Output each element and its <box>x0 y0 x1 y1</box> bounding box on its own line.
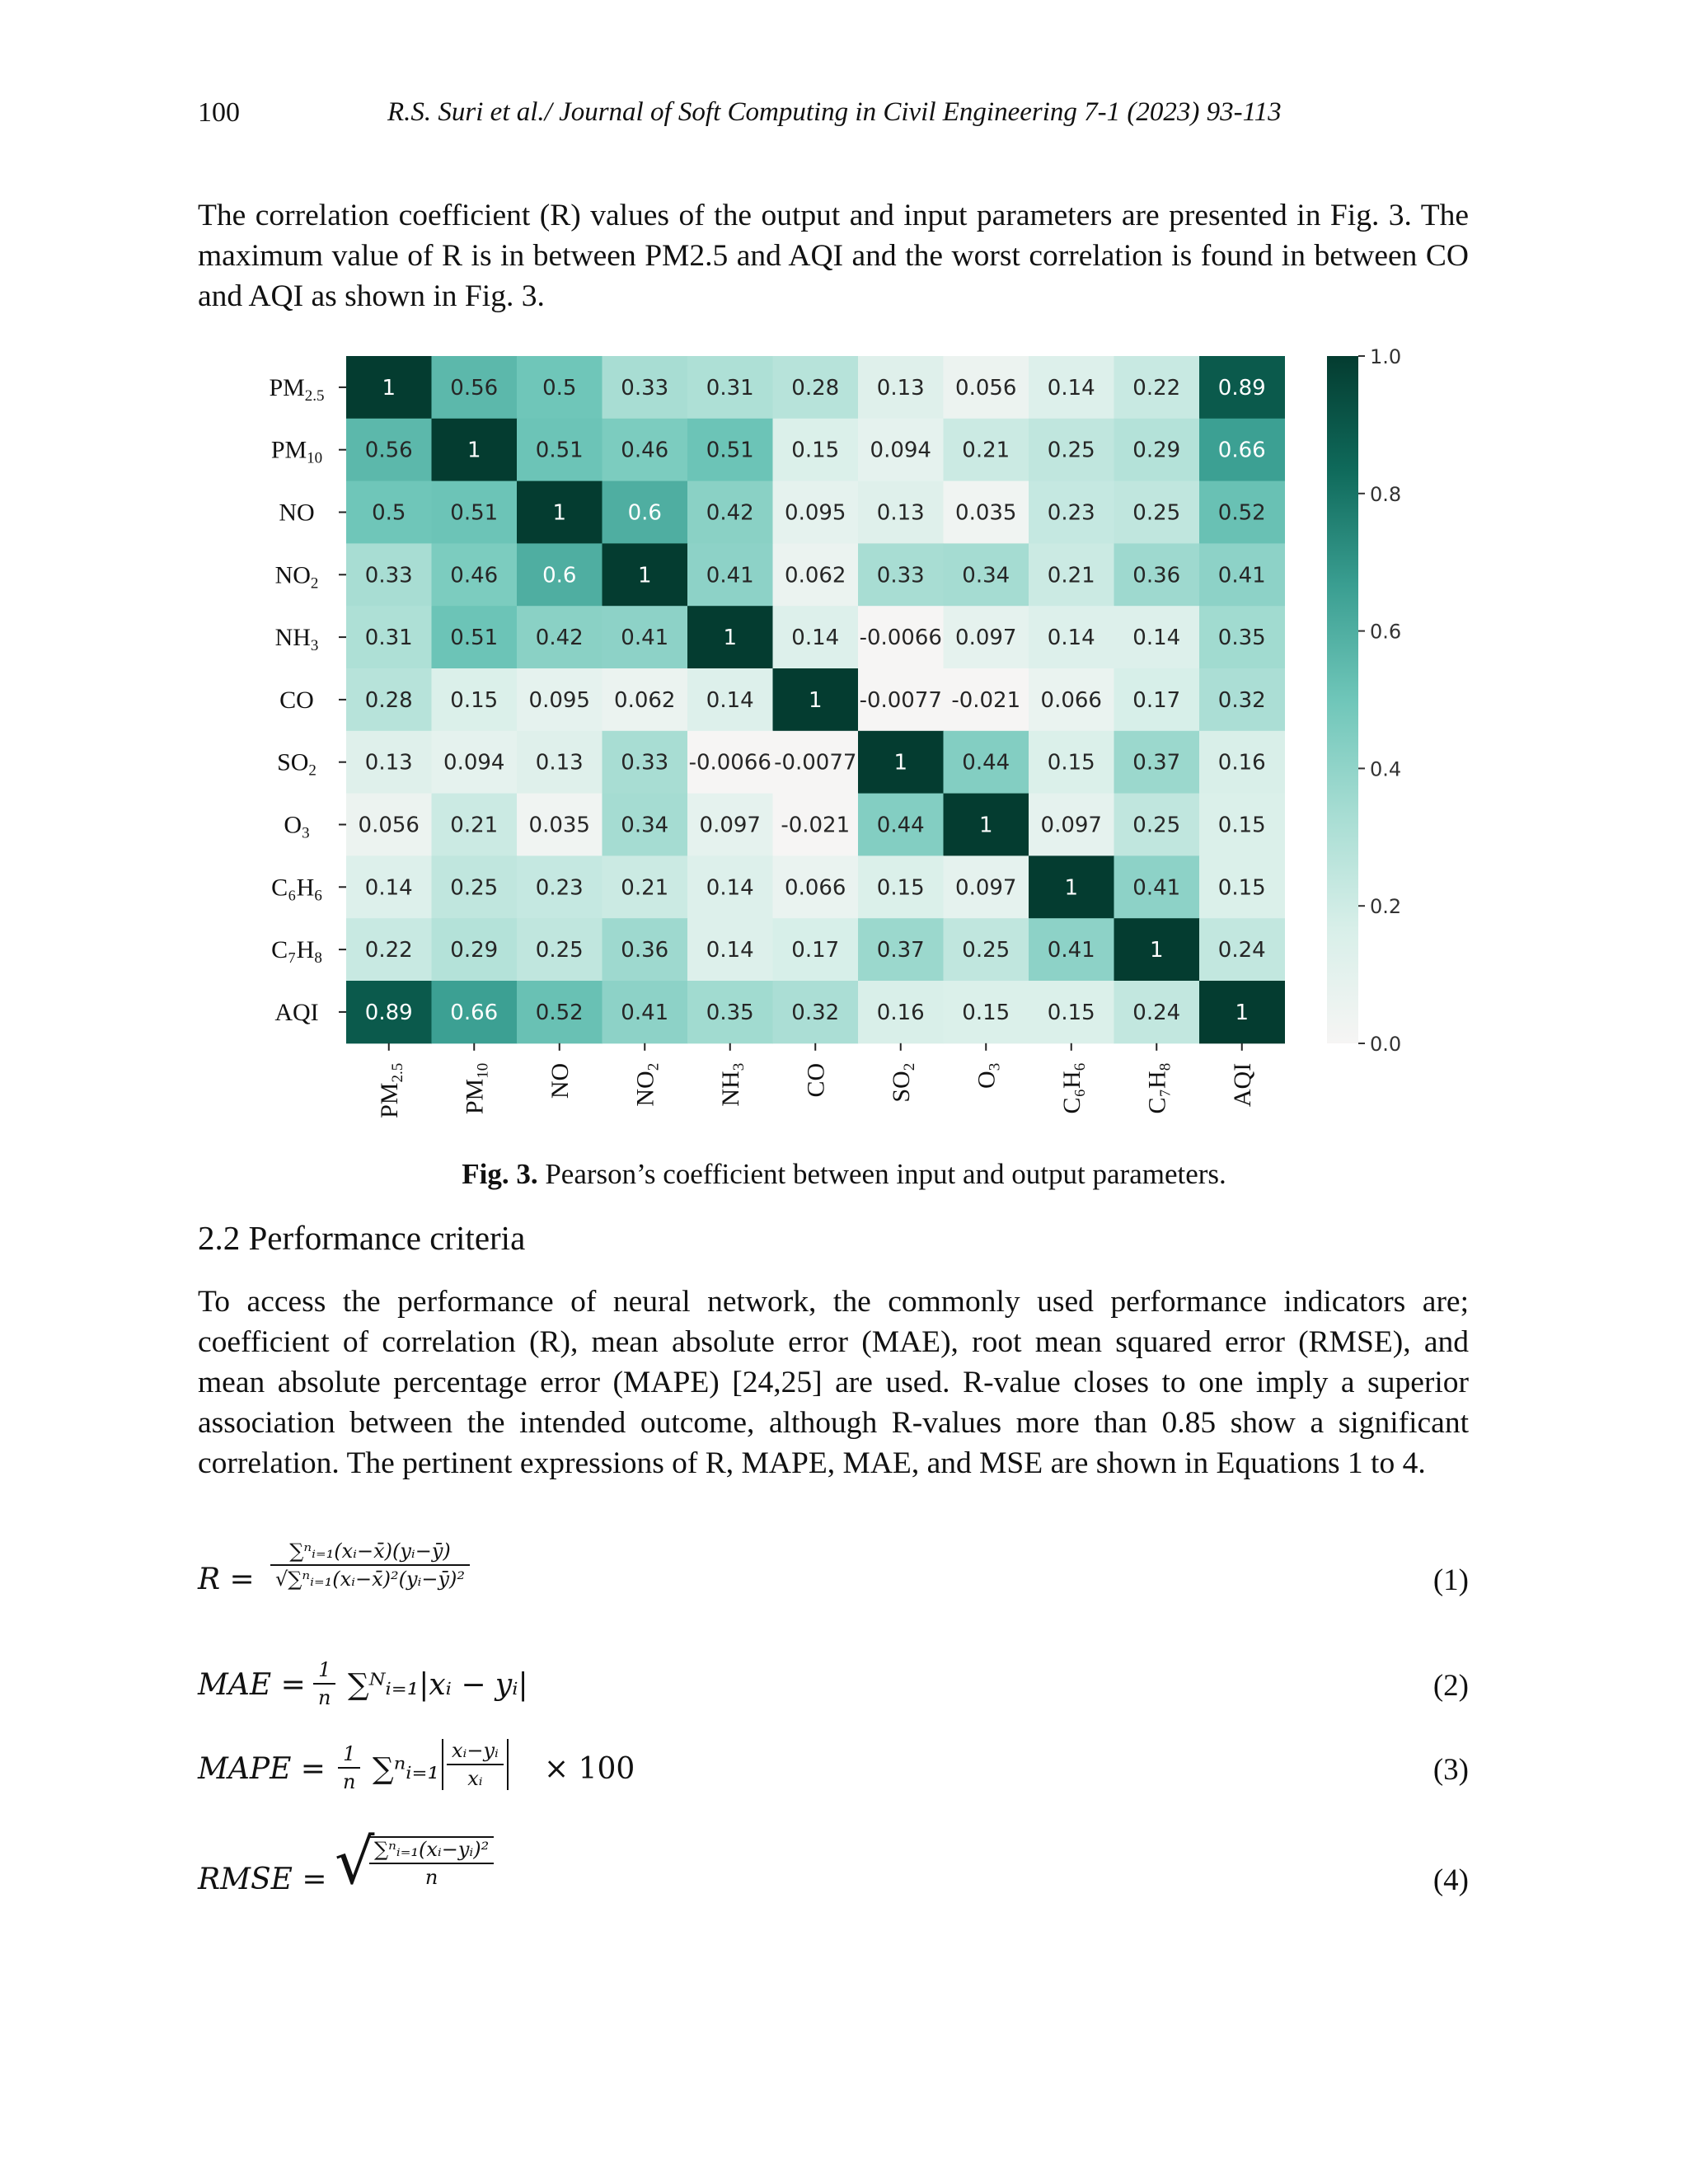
equation-3-frac-den: n <box>343 1770 356 1793</box>
equation-2-body: ∑ᴺᵢ₌₁|xᵢ − yᵢ| <box>348 1668 528 1702</box>
heatmap-cell-label: 0.37 <box>876 938 925 963</box>
heatmap-cell-label: 0.52 <box>1217 500 1266 526</box>
heatmap-cell-label: 0.25 <box>1132 500 1181 526</box>
x-axis-label: $PM_{2.5}$ <box>375 1062 406 1118</box>
heatmap-cell-label: 1 <box>1064 875 1079 901</box>
heatmap-cell-label: 0.21 <box>1047 563 1095 588</box>
heatmap-cell-label: -0.021 <box>781 813 851 838</box>
equation-1-number: (1) <box>1432 1563 1469 1597</box>
heatmap-cell-label: 0.33 <box>621 750 669 776</box>
heatmap-cell-label: 0.15 <box>1217 813 1266 838</box>
colorbar-tick-label: 0.4 <box>1370 757 1402 781</box>
equation-4-denominator: n <box>424 1866 438 1889</box>
equation-2-number: (2) <box>1432 1669 1469 1703</box>
equation-4 <box>198 1825 1469 1919</box>
heatmap-cell-label: 0.13 <box>364 750 413 776</box>
y-axis-label: CO <box>279 686 314 714</box>
equation-3-sum: ∑ⁿᵢ₌₁ <box>373 1752 439 1786</box>
heatmap-cell-label: 0.056 <box>955 375 1017 401</box>
heatmap-cell-label: 0.23 <box>1047 500 1095 526</box>
equation-4-numerator: ∑ⁿᵢ₌₁(xᵢ−yᵢ)² <box>369 1838 494 1864</box>
equation-2 <box>198 1657 1469 1747</box>
heatmap-cell-label: 0.42 <box>535 626 584 651</box>
heatmap-cell-label: 0.31 <box>364 626 413 651</box>
correlation-heatmap <box>198 342 1484 1154</box>
colorbar <box>1327 356 1358 1043</box>
equation-1-lhs: R = <box>198 1563 255 1596</box>
heatmap-cell-label: 0.25 <box>450 875 499 901</box>
heatmap-cell-label: 0.16 <box>876 1000 925 1025</box>
heatmap-cell-label: 0.062 <box>614 687 676 713</box>
equation-3-tail: × 100 <box>544 1752 635 1786</box>
heatmap-cell-label: 0.21 <box>450 813 499 838</box>
heatmap-cell-label: 0.14 <box>791 626 840 651</box>
y-axis-label: $NH_3$ <box>274 624 319 655</box>
equation-3-number: (3) <box>1432 1753 1469 1787</box>
heatmap-cell-label: 0.89 <box>364 1000 413 1025</box>
heatmap-cell-label: 0.46 <box>621 438 669 463</box>
heatmap-cell-label: 0.16 <box>1217 750 1266 776</box>
heatmap-cell-label: 0.062 <box>785 563 846 588</box>
heatmap-cell-label: 0.094 <box>443 750 505 776</box>
x-axis-label: $O_3$ <box>973 1062 1004 1089</box>
heatmap-cell-label: 1 <box>1235 1000 1250 1025</box>
heatmap-cell-label: 0.14 <box>1132 626 1181 651</box>
equation-2-lhs: MAE = <box>198 1668 306 1702</box>
heatmap-cell-label: 0.5 <box>542 375 577 401</box>
y-axis-label: AQI <box>274 998 319 1026</box>
heatmap-cell-label: 0.89 <box>1217 375 1266 401</box>
equation-2-fraction <box>313 1658 335 1709</box>
heatmap-cell-label: 0.14 <box>706 938 754 963</box>
heatmap-cell-label: 0.34 <box>621 813 669 838</box>
equation-3-fraction <box>338 1742 360 1793</box>
x-axis-label: $SO_2$ <box>887 1062 918 1103</box>
x-axis-label: $PM_{10}$ <box>461 1062 492 1115</box>
y-axis-label: $PM_{2.5}$ <box>269 373 325 405</box>
caption-text: Pearson’s coefficient between input and output parameters. <box>537 1158 1226 1190</box>
equation-3 <box>198 1737 1469 1828</box>
heatmap-cell-label: 0.6 <box>542 563 577 588</box>
heatmap-cell-label: -0.021 <box>951 687 1021 713</box>
heatmap-cell-label: 0.066 <box>785 875 846 901</box>
equation-3-inner-den: xᵢ <box>467 1767 483 1790</box>
heatmap-cell-label: 0.37 <box>1132 750 1181 776</box>
equation-4-radical: √ <box>335 1825 375 1898</box>
equation-3-frac-num: 1 <box>338 1742 360 1769</box>
paragraph-intro: The correlation coefficient (R) values of the output and input parameters are presented in Fig. 3. The maximum value of R is in between PM2.5 and AQI and the worst correlation is found in between CO and AQI as shown in Fig. 3. <box>198 199 1469 313</box>
heatmap-cell-label: 0.24 <box>1217 938 1266 963</box>
heatmap-cell-label: 0.094 <box>870 438 931 463</box>
heatmap-cell-label: 0.51 <box>450 626 499 651</box>
heatmap-cell-label: 0.15 <box>1047 1000 1095 1025</box>
heatmap-cell-label: 0.15 <box>450 687 499 713</box>
y-axis-label: $PM_{10}$ <box>270 436 323 467</box>
page-number: 100 <box>198 97 240 128</box>
colorbar-tick-label: 0.8 <box>1370 482 1402 506</box>
heatmap-cell-label: 0.23 <box>535 875 584 901</box>
y-axis-label: $SO_2$ <box>277 748 316 780</box>
colorbar-tick-label: 0.2 <box>1370 895 1402 919</box>
heatmap-cell-label: 0.44 <box>876 813 925 838</box>
heatmap-cell-label: 0.13 <box>535 750 584 776</box>
heatmap-cell-label: 0.24 <box>1132 1000 1181 1025</box>
heatmap-cell-label: 0.44 <box>962 750 1010 776</box>
heatmap-cell-label: 0.56 <box>450 375 499 401</box>
heatmap-cell-label: 0.36 <box>621 938 669 963</box>
heatmap-cell-label: -0.0066 <box>688 750 771 776</box>
heatmap-cell-label: 0.56 <box>364 438 413 463</box>
heatmap-cell-label: 1 <box>1149 938 1164 963</box>
heatmap-cell-label: 0.34 <box>962 563 1010 588</box>
x-axis-label: NO <box>546 1062 574 1099</box>
heatmap-cell-label: 0.095 <box>528 687 590 713</box>
colorbar-tick-label: 0.0 <box>1370 1033 1402 1056</box>
paragraph-performance: To access the performance of neural network, the commonly used performance indicators are; coefficient of correlation (R), mean absolute error (MAE), root mean squared error (RMSE), and mean absolute percentage error (MAPE) [24,25] are used. R-value closes to one imply a superior association between the intended outcome, although R-values more than 0.85 show a significant correlation. The pertinent expressions of R, MAPE, MAE, and MSE are shown in Equations 1 to 4. <box>198 1285 1469 1480</box>
equation-3-inner-num: xᵢ−yᵢ <box>447 1739 504 1765</box>
colorbar-tick-label: 0.6 <box>1370 620 1402 644</box>
heatmap-cell-label: 0.22 <box>1132 375 1181 401</box>
equation-1 <box>198 1540 1469 1630</box>
equation-1-numerator: ∑ⁿᵢ₌₁(xᵢ−x̄)(yᵢ−ȳ) <box>270 1540 470 1566</box>
y-axis-label: $C_7H_8$ <box>271 936 322 968</box>
section-heading: 2.2 Performance criteria <box>198 1219 526 1257</box>
heatmap-cell-label: 0.25 <box>1047 438 1095 463</box>
heatmap-cell-label: 0.41 <box>621 1000 669 1025</box>
heatmap-cell-label: 0.13 <box>876 500 925 526</box>
heatmap-cell-label: -0.0077 <box>859 687 942 713</box>
x-axis-label: $C_7H_8$ <box>1143 1062 1175 1114</box>
x-axis-label: $NO_2$ <box>631 1062 663 1107</box>
heatmap-cell-label: 0.056 <box>358 813 420 838</box>
heatmap-cell-label: 0.15 <box>791 438 840 463</box>
heatmap-cell-label: 0.097 <box>699 813 761 838</box>
heatmap-cell-label: 0.33 <box>876 563 925 588</box>
x-axis-label: CO <box>802 1062 830 1098</box>
heatmap-cell-label: 0.41 <box>706 563 754 588</box>
heatmap-cell-label: 0.14 <box>706 875 754 901</box>
heatmap-cell-label: 0.6 <box>627 500 662 526</box>
heatmap-cell-label: 0.36 <box>1132 563 1181 588</box>
x-axis-label: $NH_3$ <box>716 1062 748 1107</box>
heatmap-cell-label: 0.28 <box>791 375 840 401</box>
heatmap-cell-label: 0.066 <box>1040 687 1102 713</box>
heatmap-cell-label: 0.42 <box>706 500 754 526</box>
equation-4-number: (4) <box>1432 1863 1469 1897</box>
heatmap-cell-label: 0.15 <box>962 1000 1010 1025</box>
x-axis-label: $C_6H_6$ <box>1057 1062 1089 1114</box>
equation-4-lhs: RMSE = <box>198 1863 327 1896</box>
heatmap-cell-label: 0.097 <box>1040 813 1102 838</box>
heatmap-cell-label: 0.21 <box>621 875 669 901</box>
heatmap-cell-label: 0.22 <box>364 938 413 963</box>
heatmap-cell-label: 0.035 <box>528 813 590 838</box>
heatmap-cell-label: 0.17 <box>791 938 840 963</box>
heatmap-cell-label: 1 <box>893 750 908 776</box>
y-axis-label: NO <box>279 499 315 527</box>
y-axis-label: $C_6H_6$ <box>271 874 322 905</box>
equation-2-frac-num: 1 <box>313 1658 335 1685</box>
heatmap-cell-label: 0.25 <box>535 938 584 963</box>
heatmap-cell-label: -0.0077 <box>774 750 857 776</box>
heatmap-cell-label: 0.32 <box>1217 687 1266 713</box>
heatmap-cell-label: 0.5 <box>372 500 406 526</box>
heatmap-cell-label: 0.17 <box>1132 687 1181 713</box>
heatmap-cell-label: 0.035 <box>955 500 1017 526</box>
heatmap-cell-label: 0.51 <box>450 500 499 526</box>
heatmap-cell-label: 0.097 <box>955 626 1017 651</box>
heatmap-cell-label: 0.25 <box>1132 813 1181 838</box>
x-axis-label: AQI <box>1228 1062 1256 1108</box>
heatmap-cell-label: -0.0066 <box>859 626 942 651</box>
heatmap-cell-label: 1 <box>382 375 396 401</box>
y-axis-label: $NO_2$ <box>274 561 319 593</box>
heatmap-cell-label: 0.14 <box>364 875 413 901</box>
equation-3-inner-fraction <box>442 1739 509 1790</box>
heatmap-cell-label: 0.32 <box>791 1000 840 1025</box>
heatmap-cell-label: 0.35 <box>1217 626 1266 651</box>
heatmap-cell-label: 1 <box>723 626 738 651</box>
heatmap-cell-label: 0.41 <box>1047 938 1095 963</box>
heatmap-cell-label: 0.097 <box>955 875 1017 901</box>
heatmap-cell-label: 0.51 <box>706 438 754 463</box>
heatmap-cell-label: 0.095 <box>785 500 846 526</box>
heatmap-cell-label: 0.41 <box>1217 563 1266 588</box>
heatmap-cell-label: 0.51 <box>535 438 584 463</box>
heatmap-cell-label: 0.66 <box>1217 438 1266 463</box>
heatmap-cell-label: 1 <box>467 438 481 463</box>
heatmap-cell-label: 0.33 <box>621 375 669 401</box>
heatmap-cell-label: 1 <box>637 563 652 588</box>
caption-label: Fig. 3. <box>462 1158 538 1190</box>
heatmap-cell-label: 0.29 <box>1132 438 1181 463</box>
equation-1-fraction <box>270 1540 470 1591</box>
heatmap-cell-label: 0.66 <box>450 1000 499 1025</box>
heatmap-cell-label: 0.41 <box>621 626 669 651</box>
heatmap-cell-label: 0.25 <box>962 938 1010 963</box>
equation-3-lhs: MAPE = <box>198 1752 326 1786</box>
heatmap-cell-label: 0.35 <box>706 1000 754 1025</box>
colorbar-tick-label: 1.0 <box>1370 345 1402 368</box>
figure-caption <box>0 1158 1688 1191</box>
heatmap-cell-label: 0.33 <box>364 563 413 588</box>
heatmap-cell-label: 0.15 <box>876 875 925 901</box>
heatmap-cell-label: 0.46 <box>450 563 499 588</box>
heatmap-cell-label: 0.31 <box>706 375 754 401</box>
heatmap-cell-label: 0.14 <box>1047 375 1095 401</box>
equation-1-denominator: √∑ⁿᵢ₌₁(xᵢ−x̄)²(yᵢ−ȳ)² <box>275 1568 466 1591</box>
heatmap-cell-label: 0.21 <box>962 438 1010 463</box>
heatmap-cell-label: 0.14 <box>1047 626 1095 651</box>
heatmap-cell-label: 0.15 <box>1217 875 1266 901</box>
equation-2-frac-den: n <box>318 1686 331 1709</box>
heatmap-cell-label: 1 <box>552 500 567 526</box>
heatmap-cell-label: 0.14 <box>706 687 754 713</box>
heatmap-cell-label: 0.15 <box>1047 750 1095 776</box>
heatmap-cell-label: 0.13 <box>876 375 925 401</box>
equation-4-fraction <box>369 1836 494 1889</box>
heatmap-cell-label: 1 <box>808 687 823 713</box>
heatmap-cell-label: 1 <box>978 813 993 838</box>
heatmap-cell-label: 0.41 <box>1132 875 1181 901</box>
y-axis-label: $O_3$ <box>284 811 310 842</box>
heatmap-cell-label: 0.52 <box>535 1000 584 1025</box>
running-header: R.S. Suri et al./ Journal of Soft Computing in Civil Engineering 7-1 (2023) 93-113 <box>387 97 1282 127</box>
heatmap-cell-label: 0.28 <box>364 687 413 713</box>
heatmap-cell-label: 0.29 <box>450 938 499 963</box>
